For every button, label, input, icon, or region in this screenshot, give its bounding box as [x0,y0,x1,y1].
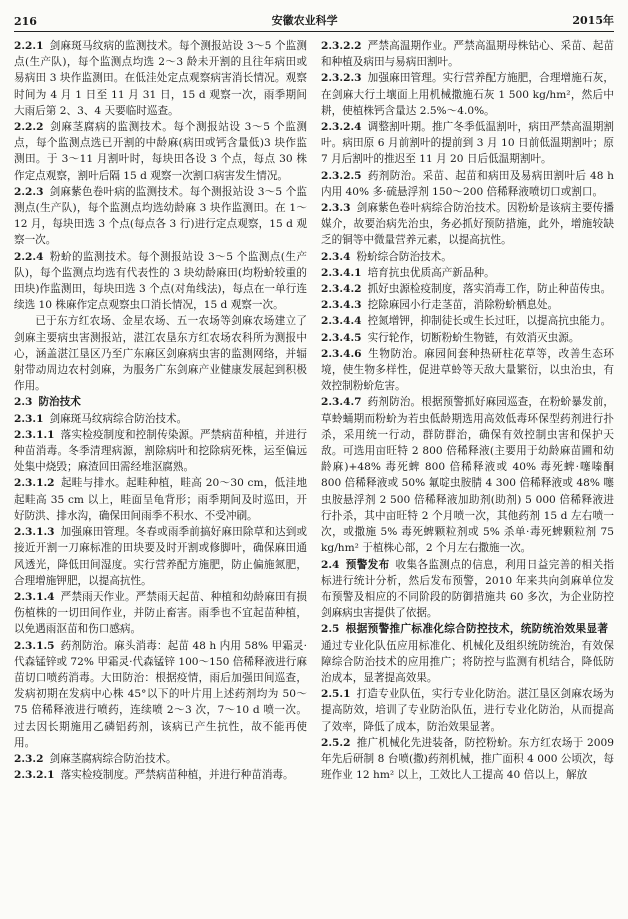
running-header [14,8,614,32]
section-number: 2.3.4.1 [321,266,362,279]
section-number: 2.2.3 [14,185,44,198]
paragraph-text: 药剂防治。采苗、起苗和病田及易病田割叶后 48 h 内用 40% 多·硫悬浮剂 150～200 倍稀释液喷切口或割口。 [321,169,614,198]
paragraph [321,330,614,346]
section-number: 2.3.2 [14,752,44,765]
section-number: 2.3.1.4 [14,590,55,603]
paragraph-text: 收集各监测点的信息，利用日益完善的相关指标进行统计分析，然后发布预警，2010 年来共向剑麻单位发布预警及相应的不同阶段的防御措施共 60 多次，为企业防控剑麻病虫害提供了依据。 [321,558,614,620]
paragraph-text: 剑麻斑马纹病综合防治技术。 [49,412,188,425]
paragraph [14,184,307,249]
section-number: 2.3.1 [14,412,44,425]
paragraph [321,346,614,395]
paragraph-text: 调整割叶期。推广冬季低温割叶，病田严禁高温期割叶。病田原 6 月前割叶的提前到 3 月 10 日前低温期割叶；原 7 月后割叶的推迟至 11 月 20 日后低温期割叶。 [321,121,614,166]
paragraph-text: 粉蚧的监测技术。每个测报站设 3～5 个监测点(生产队)，每个监测点均选有代表性的 3 块幼龄麻田(均粉蚧较重的田块)作监测田，每块田选 3 个点(对角线法)，每点在一单行连续选 10 株麻作定点观察虫口消长情况，15 d 观察一次。 [14,250,307,312]
paragraph [321,265,614,281]
paragraph [14,751,307,767]
paragraph-text: 培育抗虫优质高产新品种。 [367,266,495,279]
paragraph [14,119,307,184]
paragraph [14,313,307,394]
paragraph-text: 剑麻紫色卷叶病的监测技术。每个测报站设 3～5 个监测点(生产队)，每个监测点均选幼龄麻 3 块作监测田。在 1～12 月，每块田选 3 个点(每点各 3 行)进行定点观察，15 d 观察一次。 [14,185,307,247]
section-heading: 防治技术 [38,396,81,409]
section-number: 2.3.4.2 [321,283,362,296]
paragraph [14,589,307,638]
section-number: 2.3.2.3 [321,72,362,85]
section-number: 2.3.4.6 [321,347,362,360]
paragraph [321,200,614,249]
paragraph-text: 剑麻斑马纹病的监测技术。每个测报站设 3～5 个监测点(生产队)，每个监测点均选 2～3 龄未开割的且往年病田或易病田 3 块作监测田。在低洼处定点观察病害消长情况。观察时间为 4 月 1 日至 11 月 31 日，15 d 观察一次，雨季期间大雨后第 2、3、4 天要临时巡查。 [14,40,307,117]
paragraph [321,70,614,119]
paragraph-text: 严禁雨天作业。严禁雨天起苗、种植和幼龄麻田有损伤植株的一切田间作业，并防止畜害。雨季也不宜起苗种植，以免遇雨沤苗和伤口感病。 [14,590,307,636]
section-number: 2.3.4.7 [321,396,362,409]
section-number: 2.5.2 [321,736,351,749]
paragraph [321,313,614,329]
section-number: 2.3.4.5 [321,331,362,344]
section-number: 2.3 [14,396,33,409]
paragraph [14,475,307,524]
section-number: 2.3.2.5 [321,169,362,182]
paragraph [321,249,614,265]
paragraph-text: 抓好虫源检疫制度，落实消毒工作，防止种苗传虫。 [367,283,612,296]
paragraph [14,38,307,119]
journal-title: 安徽农业科学 [271,14,338,27]
paragraph [14,524,307,589]
issue-year: 2015年 [572,14,614,27]
paragraph-text: 加强麻田管理。实行营养配方施肥，合理增施石灰，在剑麻大行土壤面上用机械撒施石灰 1 500 kg/hm²，然后中耕，使植株钙含量达 2.5%～4.0%。 [321,72,614,117]
paragraph-text: 挖除麻园小行走茎苗，消除粉蚧栖息处。 [367,299,559,312]
section-number: 2.3.1.5 [14,639,55,652]
paragraph-text: 落实检疫制度和控制传染源。严禁病苗种植，并进行种苗消毒。冬季清理病源，割除病叶和挖除病死株，运至偏远处集中烧毁；麻渣回田需经堆沤腐熟。 [14,428,307,474]
paragraph-text: 剑麻茎腐病综合防治技术。 [49,752,177,765]
paragraph-text: 已于东方红农场、金星农场、五一农场等剑麻农场建立了剑麻主要病虫害测报站，湛江农垦东方红农场农科所为测报中心，涵盖湛江垦区乃至广东麻区剑麻病虫害的监测网络，并辐射带动周边农村剑麻，为服务广东剑麻产业健康发展起到积极作用。 [14,315,307,393]
paragraph [321,686,614,735]
paragraph-text: 控氮增钾，抑制徒长或生长过旺，以提高抗虫能力。 [367,315,612,328]
paragraph [321,735,614,784]
paragraph [14,394,307,410]
paragraph [321,38,614,70]
paragraph-text: 落实检疫制度。严禁病苗种植，并进行种苗消毒。 [60,769,294,782]
paragraph [14,411,307,427]
page-number: 216 [14,15,37,28]
section-number: 2.4 [321,558,340,571]
section-title: 根据预警推广标准化综合防控技术，统防统治效果显著 [345,623,608,636]
section-number: 2.2.4 [14,250,44,263]
section-number: 2.3.2.2 [321,40,362,52]
paragraph-text: 粉蚧综合防治技术。 [356,250,452,263]
paragraph-text: 加强麻田管理。冬春或雨季前搞好麻田除草和达到或接近开割一刀麻标准的田块要及时开割或修脚叶，确保麻田通风透光，降低田间湿度。实行营养配方施肥，防止偏施氮肥，合理增施钾肥，以提高抗性。 [14,526,307,587]
paragraph-text: 药剂防治。麻头消毒：起苗 48 h 内用 58% 甲霜灵·代森锰锌或 72% 甲霜灵·代森锰锌 100～150 倍稀释液进行麻苗切口喷药消毒。大田防治：根据疫情，雨后加强田间巡查，发病初期在发病中心株 45°以下的叶片用上述药剂均为 50～75 倍稀释液进行喷药，连续喷 2～3 次，7～10 d 喷一次。过去因长期施用乙磷铝药剂，该病已产生抗性，故不能再使用。 [14,639,307,749]
section-number: 2.3.2.1 [14,769,55,782]
paragraph [321,281,614,297]
paragraph [321,119,614,168]
paragraph-text: 推广机械化先进装备，防控粉蚧。东方红农场于 2009 年先后研制 8 台喷(撒)药剂机械，推广面积 4 000 公顷次，每班作业 12 hm² 以上，工效比人工提高 40 倍以上，解放 [321,736,614,782]
section-number: 2.3.4 [321,250,351,263]
section-number: 2.2.2 [14,121,44,134]
paragraph [14,767,307,783]
paragraph-text: 生物防治。麻园间套种热研柱花草等，改善生态环境，使生物多样性，促进草蛉等天敌大量繁衍，以虫治虫，有效控制粉蚧危害。 [321,347,614,393]
paragraph-text: 剑麻茎腐病的监测技术。每个测报站设 3～5 个监测点，每个监测点选已开割的中龄麻(病田或钙含量低)3 块作监测田。于 3～11 月割叶时，每块田各设 3 个点，每点 30 株作定点观察，割叶后隔 15 d 观察一次割口病害发生情况。 [14,121,307,182]
paragraph [321,621,614,686]
section-number: 2.5 [321,623,340,636]
right-column [321,38,614,908]
section-number: 2.3.4.3 [321,299,362,312]
section-number: 2.3.3 [321,202,351,215]
section-number: 2.3.4.4 [321,315,362,328]
section-number: 2.3.1.3 [14,526,55,539]
paragraph-text: 严禁高温期作业。严禁高温期母株钻心、采苗、起苗和种植及病田与易病田割叶。 [321,40,614,69]
section-title: 预警发布 [345,558,390,571]
left-column [14,38,307,908]
paragraph [321,168,614,200]
section-number: 2.3.1.2 [14,477,55,490]
paragraph-text: 起畦与排水。起畦种植，畦高 20～30 cm，低洼地起畦高 35 cm 以上，畦面呈龟背形；雨季期间及时巡田，开好防洪、排水沟，确保田间雨季不积水、不受冲刷。 [14,477,307,522]
paragraph [321,297,614,313]
paragraph-text: 剑麻紫色卷叶病综合防治技术。因粉蚧是该病主要传播媒介，故要治病先治虫，务必抓好预防措施，此外，增施较缺乏的铜等中微量营养元素，以提高抗性。 [321,202,614,247]
paragraph-text: 实行轮作，切断粉蚧生物链，有效消灭虫源。 [367,331,580,344]
paragraph [321,557,614,622]
paragraph [14,638,307,751]
paragraph [321,394,614,556]
section-number: 2.3.2.4 [321,121,362,134]
section-number: 2.2.1 [14,40,44,52]
paragraph-text: 药剂防治。根据预警抓好麻园巡查，在粉蚧暴发前，草蛉蛹期而粉蚧为若虫低龄期选用高效低毒环保型药剂进行扑杀，采用统一行动，群防群治，确保有效控制虫害和保护天敌。可选用亩旺特 2 800 倍稀释液(主要用于幼龄麻苗圃和幼龄麻)+48% 毒死蜱 800 倍稀释液或 40% 毒死蜱·噻嗪酮 800 倍稀释液或 50% 氟啶虫胺腈 4 300 倍稀释液或 48% 噻虫胺悬浮剂 2 500 倍稀释液加助剂(助剂) 5 000 倍稀释液进行扑杀，其中亩旺特 2 个月喷一次，其他药剂 15 d 左右喷一次，或撒施 5% 毒死蜱颗粒剂或 5% 杀单·毒死蜱颗粒剂 75 kg/hm² 于植株心部，2 个月左右撒施一次。 [321,396,614,555]
paragraph [14,249,307,314]
paragraph [14,427,307,476]
section-number: 2.5.1 [321,688,351,701]
paragraph-text: 打造专业队伍，实行专业化防治。湛江垦区剑麻农场为提高防效，培训了专业防治队伍，进行专业化防治，从而提高了效率，降低了成本，防治效果显著。 [321,688,614,733]
paragraph-text: 通过专业化队伍应用标准化、机械化及组织统防统治，有效保障综合防治技术的应用推广；将防控与监测有机结合，降低防治成本，显著提高效果。 [321,639,614,684]
section-number: 2.3.1.1 [14,428,55,441]
